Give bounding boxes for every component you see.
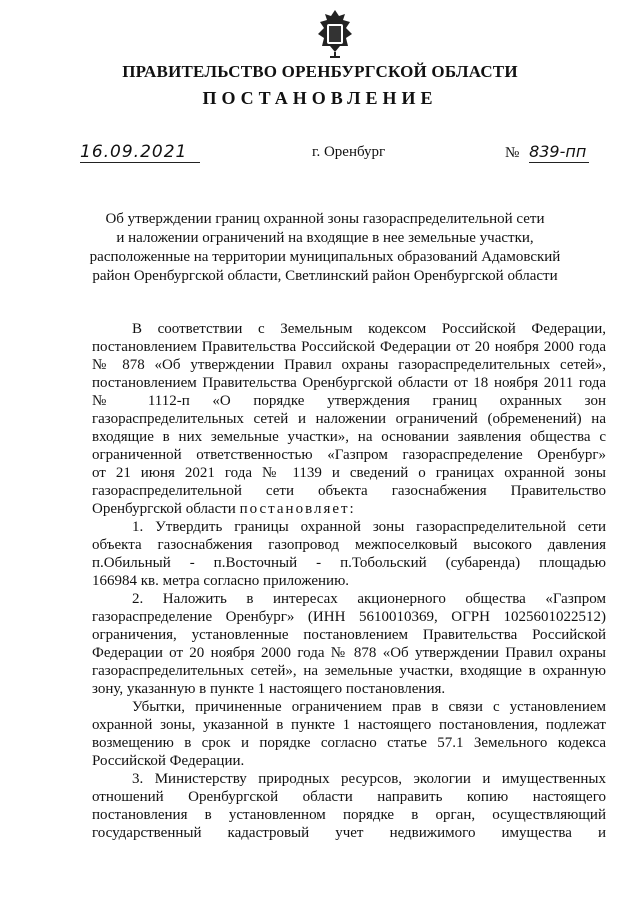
body-line: Российской Федерации. [92, 753, 245, 769]
body-line: 1. Утвердить границы охранной зоны газораспределительной сети [132, 519, 606, 535]
body-line [92, 500, 606, 518]
body-line: п.Обильный - п.Восточный - п.Тобольский (субаренда) площадью [92, 555, 606, 571]
body-line: № 878 «Об утверждении Правил охраны газораспределительных сетей», [92, 357, 606, 373]
body-line: газораспределительной сети объекта газоснабжения Правительство [92, 483, 606, 499]
resolves-word: постановляет: [239, 501, 356, 517]
resolves-prefix: Оренбургской области [92, 501, 236, 517]
body-line: № 1112-п «О порядке утверждения границ охранных зон [92, 393, 606, 409]
title-line: расположенные на территории муниципальных образований Адамовский [89, 249, 561, 265]
body-line: В соответствии с Земельным кодексом Российской Федерации, [132, 321, 606, 337]
document-type: ПОСТАНОВЛЕНИЕ [202, 88, 438, 108]
body-line: постановлением Правительства Российской Федерации от 20 ноября 2000 года [92, 339, 606, 355]
body-line: газораспределительных сетей и наложении ограничений (обременений) на [92, 411, 606, 427]
body-line: ограниченной ответственностью «Газпром газораспределение Оренбург» [92, 447, 606, 463]
body-line: газораспределительных сетей», на земельные участки, входящие в охранную [92, 663, 606, 679]
number-value: 839-пп [529, 142, 589, 163]
body-line: объекта газоснабжения газопровод межпоселковый высокого давления [92, 537, 606, 553]
body-line: охранной зоны, указанной в пункте 1 настоящего постановления, подлежат [92, 717, 606, 733]
body-line: возмещению в срок и порядке согласно статье 57.1 Земельного кодекса [92, 735, 606, 751]
body-line: отношений Оренбургской области направить копию настоящего [92, 789, 606, 805]
title-line: район Оренбургской области, Светлинский район Оренбургской области [92, 268, 558, 284]
body-line: Федерации от 20 ноября 2000 года № 878 «Об утверждении Правил охраны [92, 645, 606, 661]
body-line: 3. Министерству природных ресурсов, экологии и имущественных [132, 771, 606, 787]
body-line: газораспределение Оренбург» (ИНН 5610010369, ОГРН 1025601022512) [92, 609, 606, 625]
body-line: 2. Наложить в интересах акционерного общества «Газпром [132, 591, 606, 607]
body-line: Убытки, причиненные ограничением прав в связи с установлением [132, 699, 606, 715]
decree-number [505, 142, 597, 163]
title-line: и наложении ограничений на входящие в нее земельные участки, [116, 230, 534, 246]
body-line: государственный кадастровый учет недвижимого имущества и [92, 825, 606, 841]
body-line: входящие в них земельные участки», на основании заявления общества с [92, 429, 606, 445]
body-line: постановлением Правительства Оренбургской области от 18 ноября 2011 года [92, 375, 606, 391]
government-name: ПРАВИТЕЛЬСТВО ОРЕНБУРГСКОЙ ОБЛАСТИ [122, 62, 518, 81]
decree-date: 16.09.2021 [80, 142, 200, 163]
decree-city: г. Оренбург [312, 144, 386, 160]
body-line: от 21 июня 2021 года № 1139 и сведений о границах охранной зоны [92, 465, 606, 481]
title-line: Об утверждении границ охранной зоны газораспределительной сети [105, 211, 545, 227]
body-line: постановления в установленном порядке в орган, осуществляющий [92, 807, 606, 823]
body-line: ограничения, установленные постановлением Правительства Российской [92, 627, 606, 643]
coat-of-arms-icon [312, 8, 358, 60]
decree-title [70, 210, 580, 286]
body-line: зону, указанную в пункте 1 настоящего постановления. [92, 681, 446, 697]
body-line: 166984 кв. метра согласно приложению. [92, 573, 350, 589]
decree-body [92, 320, 606, 842]
number-sign: № [505, 145, 520, 161]
